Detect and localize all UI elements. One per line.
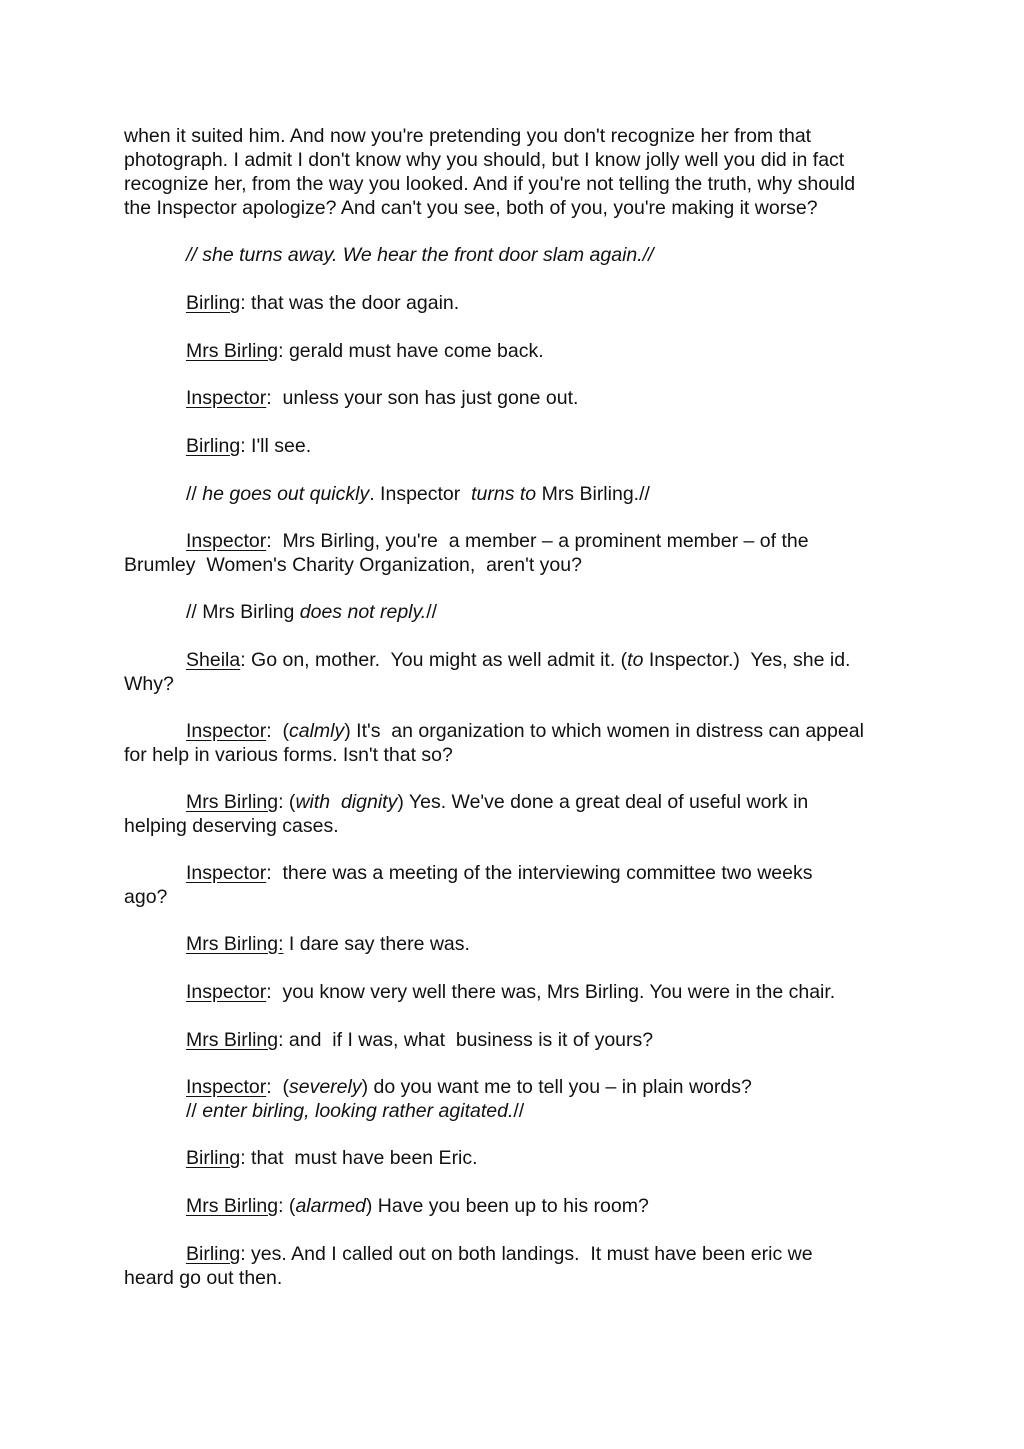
speaker-name: Mrs Birling (186, 340, 279, 362)
dialogue-inspector: Inspector: (severely) do you want me to tell you – in plain words? // enter birling, looking rather agitated.// (124, 1075, 904, 1123)
dialogue-sheila: Sheila: Go on, mother. You might as well admit it. (to Inspector.) Yes, she id. Why? (124, 648, 904, 696)
line-text: heard go out then. (124, 1267, 283, 1289)
line-text: : and if I was, what business is it of yours? (278, 1029, 654, 1051)
dialogue-mrs-birling (124, 1028, 904, 1052)
dialogue-line: photograph. I admit I don't know why you should, but I know jolly well you did in fact (124, 149, 845, 171)
stage-direction: // Mrs Birling does not reply.// (186, 601, 438, 623)
dialogue-line: recognize her, from the way you looked. And if you're not telling the truth, why should (124, 173, 856, 195)
dialogue-mrs-birling: Mrs Birling: gerald must have come back. (186, 340, 544, 362)
line-text: for help in various forms. Isn't that so? (124, 744, 453, 766)
dialogue-line: the Inspector apologize? And can't you see, both of you, you're making it worse? (124, 197, 818, 219)
speaker-name: Birling (186, 292, 241, 314)
direction-text: // she turns away. We hear the front door slam again.// (186, 244, 654, 266)
dialogue-birling: Birling: I'll see. (186, 435, 312, 457)
dialogue-inspector (124, 861, 904, 909)
speaker-name: Mrs Birling (186, 1195, 279, 1217)
line-text: : yes. And I called out on both landings. It must have been eric we (240, 1243, 813, 1265)
line-text: Why? (124, 673, 174, 695)
stage-direction: // he goes out quickly. Inspector turns to Mrs Birling.// (186, 483, 650, 505)
dialogue-inspector: Inspector: unless your son has just gone out. (186, 387, 579, 409)
speaker-name: Inspector (186, 720, 267, 742)
speaker-name: Inspector (186, 387, 267, 409)
line-text: : you know very well there was, Mrs Birling. You were in the chair. (266, 981, 836, 1003)
dialogue-birling: Birling: that was the door again. (186, 292, 460, 314)
dialogue-mrs-birling (124, 932, 904, 956)
dialogue-birling (124, 1242, 904, 1290)
line-text: helping deserving cases. (124, 815, 339, 837)
line-text: that was the door again. (251, 292, 460, 314)
speaker-name: Mrs Birling (186, 1029, 279, 1051)
speaker-name: Inspector (186, 981, 267, 1003)
dialogue-inspector: Inspector: (calmly) It's an organization to which women in distress can appeal for help in various forms. Isn't that so? (124, 719, 904, 767)
line-text: unless your son has just gone out. (282, 387, 579, 409)
speaker-name: Inspector (186, 1076, 267, 1098)
dialogue-inspector (124, 980, 904, 1004)
speaker-name: Birling (186, 435, 241, 457)
line-text: I'll see. (251, 435, 312, 457)
line-text: : that must have been Eric. (240, 1147, 478, 1169)
speaker-name: Sheila (186, 649, 241, 671)
continued-dialogue (124, 124, 904, 220)
speaker-name: Mrs Birling (186, 791, 279, 813)
dialogue-inspector (124, 529, 904, 577)
stage-direction: // enter birling, looking rather agitated.// (186, 1100, 525, 1122)
line-text: gerald must have come back. (288, 340, 544, 362)
line-text: : Mrs Birling, you're a member – a prominent member – of the (266, 530, 809, 552)
speaker-name: Inspector (186, 862, 267, 884)
dialogue-birling (124, 1146, 904, 1170)
speaker-name: Inspector (186, 530, 267, 552)
line-text: I dare say there was. (283, 933, 470, 955)
line-text: ago? (124, 886, 168, 908)
dialogue-mrs-birling: Mrs Birling: (with dignity) Yes. We've done a great deal of useful work in helping deserving cases. (124, 790, 904, 838)
speaker-name: Mrs Birling: (186, 933, 284, 955)
dialogue-line: when it suited him. And now you're pretending you don't recognize her from that (124, 125, 812, 147)
line-text: : there was a meeting of the interviewing committee two weeks (266, 862, 813, 884)
dialogue-mrs-birling: Mrs Birling: (alarmed) Have you been up to his room? (186, 1195, 649, 1217)
speaker-name: Birling (186, 1147, 241, 1169)
stage-direction (124, 243, 904, 267)
speaker-name: Birling (186, 1243, 241, 1265)
line-text: Brumley Women's Charity Organization, aren't you? (124, 554, 582, 576)
